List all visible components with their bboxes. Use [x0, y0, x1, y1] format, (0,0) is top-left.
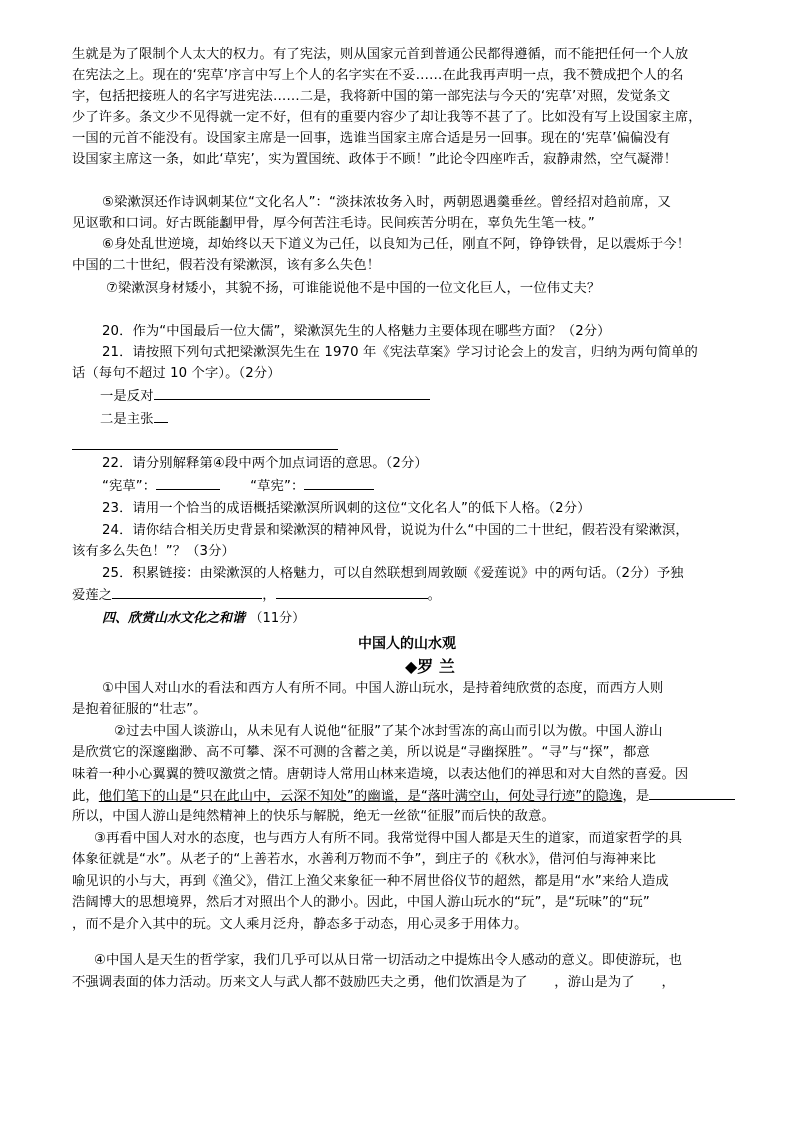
answer-blank[interactable] — [649, 786, 735, 800]
text-line: ⑤梁漱溟还作诗讽刺某位“文化名人”：“淡抹浓妆务入时，两朝恩遇羹垂丝。曾经招对趋前席，又 — [102, 195, 671, 210]
answer-blank[interactable] — [112, 585, 262, 599]
question-21: 21．请按照下列句式把梁漱溟先生在 1970 年《宪法草案》学习讨论会上的发言，归纳为两句简单的 — [102, 345, 698, 360]
answer-blank[interactable] — [154, 386, 430, 400]
text-line: 体象征就是“水”。从老子的“上善若水，水善利万物而不争”，到庄子的《秋水》，借河伯与海神来比 — [72, 852, 656, 867]
answer-blank[interactable] — [276, 585, 428, 599]
question-24-cont: 该有多么失色！”？（3分） — [72, 544, 235, 559]
text-line: 字，包括把接班人的名字写进宪法……二是，我将新中国的第一部宪法与今天的‘宪草’对照，发觉条文 — [72, 89, 671, 104]
underlined-text: 他们笔下的山是“只在此山中，云深不知处”的幽谧，是“落叶满空山，何处寻行迹”的隐逸 — [98, 789, 623, 804]
question-20: 20．作为“中国最后一位大儒”，梁漱溟先生的人格魅力主要体现在哪些方面？（2分） — [102, 324, 611, 339]
text-line: 一国的元首不能没有。设国家主席是一回事，选谁当国家主席合适是另一回事。现在的‘宪草’偏偏没有 — [72, 131, 671, 146]
answer-line-22 — [102, 476, 374, 497]
answer-blank[interactable] — [154, 409, 168, 423]
answer-line-21b — [100, 409, 168, 430]
text-fragment: 此， — [72, 789, 99, 804]
section-score: （11分） — [249, 611, 306, 626]
text-line: 设国家主席这一条，如此‘草宪’，实为置国统、政体于不顾！”此论令四座咋舌，寂静肃然，空气凝滞！ — [72, 152, 678, 167]
text-line: 在宪法之上。现在的‘宪草’序言中写上个人的名字实在不妥……在此我再声明一点，我不赞成把个人的名 — [72, 68, 684, 83]
answer-blank[interactable] — [304, 476, 374, 490]
answer-label: “草宪”： — [250, 479, 305, 494]
article-title: 中国人的山水观 — [358, 636, 456, 652]
text-fragment: ，是 — [622, 789, 650, 804]
answer-label: “宪草”： — [102, 479, 157, 494]
text-line: 是欣赏它的深邃幽渺、高不可攀、深不可测的含蓄之美，所以说是“寻幽探胜”。“寻”与“探”，都意 — [72, 745, 650, 760]
text-line: 喻见识的小与大，再到《渔父》，借江上渔父来象征一种不屑世俗仪节的超然，都是用“水”来给人造成 — [72, 874, 669, 889]
answer-label: 爱莲之 — [72, 588, 113, 603]
text-line: 浩阔博大的思想境界，然后才对照出个人的渺小。因此，中国人游山玩水的“玩”，是“玩味”的“玩” — [72, 895, 650, 910]
text-line — [72, 786, 735, 807]
answer-line-21a — [100, 386, 430, 407]
text-line: ①中国人对山水的看法和西方人有所不同。中国人游山玩水，是持着纯欣赏的态度，而西方人则 — [102, 681, 664, 696]
article-author: ◆罗 兰 — [405, 657, 455, 676]
text-line: ③再看中国人对水的态度，也与西方人有所不同。我常觉得中国人都是天生的道家，而道家哲学的具 — [94, 831, 683, 846]
text-line: ⑥身处乱世逆境，却始终以天下道义为己任，以良知为己任，刚直不阿，铮铮铁骨，足以震烁于今！ — [102, 237, 691, 252]
text-line: 味着一种小心翼翼的赞叹激赏之情。唐朝诗人常用山林来造境，以表达他们的禅思和对大自然的喜爱。因 — [72, 767, 689, 782]
question-22: 22．请分别解释第④段中两个加点词语的意思。（2分） — [102, 456, 428, 471]
text-line: 所以，中国人游山是纯然精神上的快乐与解脱，绝无一丝欲“征服”而后快的敌意。 — [72, 809, 555, 824]
section-title: 四、欣赏山水文化之和谐 — [102, 611, 246, 626]
question-23: 23．请用一个恰当的成语概括梁漱溟所讽刺的这位“文化名人”的低下人格。（2分） — [102, 501, 591, 516]
question-25: 25．积累链接：由梁漱溟的人格魅力，可以自然联想到周敦颐《爱莲说》中的两句话。（2分）予独 — [102, 566, 684, 581]
question-21-cont: 话（每句不超过 10 个字）。（2分） — [72, 366, 281, 381]
text-line: 生就是为了限制个人太大的权力。有了宪法，则从国家元首到普通公民都得遵循，而不能把任何一个人放 — [72, 47, 689, 62]
text-line: 中国的二十世纪，假若没有梁漱溟，该有多么失色！ — [72, 258, 381, 273]
text-line: 是抱着征服的“壮志”。 — [72, 702, 207, 717]
text-line: ②过去中国人谈游山，从未见有人说他“征服”了某个冰封雪冻的高山而引以为傲。中国人游山 — [114, 724, 663, 739]
question-24: 24．请你结合相关历史背景和梁漱溟的精神风骨，说说为什么“中国的二十世纪，假若没有梁漱溟， — [102, 523, 689, 538]
punctuation: 。 — [427, 588, 442, 603]
text-line: 不强调表面的体力活动。历来文人与武人都不鼓励匹夫之勇，他们饮酒是为了 ，游山是为了 ， — [72, 975, 675, 990]
text-line: ，而不是介入其中的玩。文人乘月泛舟，静态多于动态，用心灵多于用体力。 — [72, 917, 528, 932]
answer-line-25 — [72, 585, 441, 606]
answer-blank[interactable] — [72, 449, 338, 450]
answer-label: 二是主张 — [100, 412, 154, 427]
text-line: ④中国人是天生的哲学家，我们几乎可以从日常一切活动之中提炼出令人感动的意义。即使游玩，也 — [94, 953, 683, 968]
text-line: ⑦梁漱溟身材矮小，其貌不扬，可谁能说他不是中国的一位文化巨人，一位伟丈夫？ — [106, 281, 601, 296]
answer-label: 一是反对 — [100, 389, 154, 404]
text-line: 见讴歌和口词。好古既能劙甲骨，厚今何苦注毛诗。民间疾苦分明在，辜负先生笔一枝。” — [72, 216, 595, 231]
text-line: 少了许多。条文少不见得就一定不好，但有的重要内容少了却让我等不甚了了。比如没有写上设国家主席， — [72, 110, 702, 125]
section-heading — [102, 607, 305, 626]
punctuation: ， — [262, 588, 276, 603]
answer-blank[interactable] — [156, 476, 220, 490]
